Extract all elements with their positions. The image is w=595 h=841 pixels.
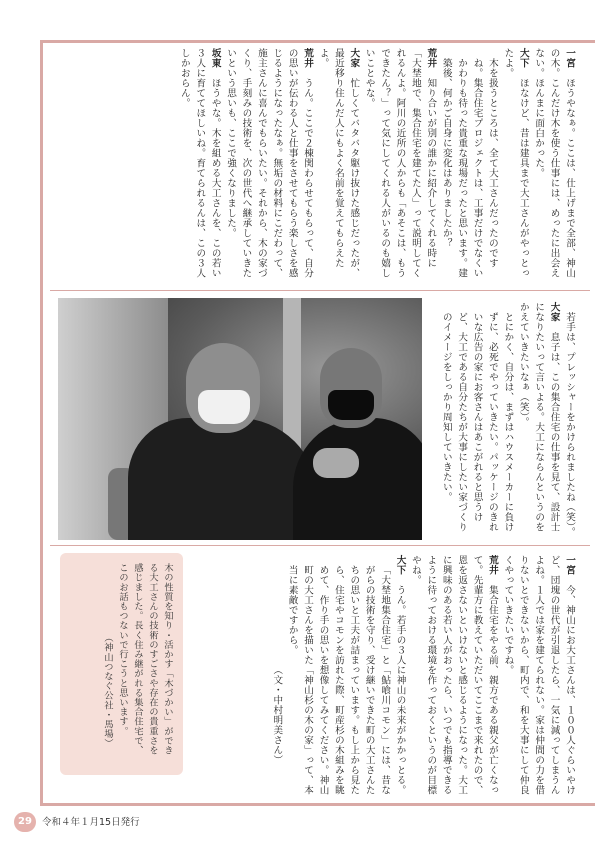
photo-person-right-body: [293, 418, 422, 540]
photo-gesturing-hand: [313, 448, 359, 478]
page-number-badge: 29: [14, 812, 36, 832]
middle-entry-1: [562, 302, 577, 538]
entry-text: 木を扱うところは、全て大工さんだったのですね。集合住宅プロジェクトは、工事だけでなくいかわりも待った貴重な現場だったと思います。建築後、何かご自身に変化はありましたか？: [440, 58, 498, 278]
middle-entry-2: [515, 302, 561, 538]
entry-text: 息子は、この集合住宅の仕事を見て、設計士になりたいって言いよる。大工にならんというのをかえていきたいなぁ（笑）。: [517, 302, 560, 532]
top-entry-7: [176, 48, 222, 284]
top-divider: [50, 290, 590, 291]
speaker-name: 大家: [548, 302, 560, 322]
comment-text: 木の性質を知り・活かす「木づかい」ができる大工さんの技術のすごさや存在の貴重さを感じました。長く住み継がれる集合住宅で、このお話もつないで行こうと思います。: [117, 563, 173, 755]
credit-text: （文・中村明美さん）: [271, 665, 283, 765]
speaker-name: 大下: [394, 555, 406, 575]
entry-text: ほなけど、昔は建具まで大工さんがやっとったよ。: [502, 48, 529, 278]
photo-white-mask: [198, 390, 250, 424]
top-entry-5: [315, 48, 361, 284]
bottom-entry-3: [392, 555, 407, 795]
middle-interview-column: [438, 302, 577, 538]
bottom-interview-column: [269, 555, 577, 795]
top-entry-2: [500, 48, 531, 284]
issue-date: 令和４年１月15日発行: [42, 817, 140, 828]
top-entry-6: [223, 48, 315, 284]
entry-text: 「大埜地集合住宅」と「鮎喰川コモン」には、昔ながらの技術を守り、受け継いできた町の大工さんたちの思いと工夫が詰まっています。もし上から見たら、住宅やコモンを訪れた際、町産杉の木組みを眺めて、作り手の思いを想像してみてください。神山町の大工さんを描いた「神山杉の木の家」って、本当に素敵ですから。: [286, 565, 391, 795]
top-entry-3: [438, 48, 500, 284]
comment-box: [60, 553, 183, 775]
speaker-name: 荒井: [302, 48, 314, 68]
entry-text: 若手は、プレッシャーをかけられましたね（笑）。: [564, 312, 575, 538]
photo-black-mask: [328, 390, 374, 420]
bottom-entry-2: [408, 555, 500, 795]
entry-text: とにかく、自分は、まずはハウスメーカーに負けずに、必死でやっていきたい。パッケージのきれいな広告の家にお客さんはあこがれると思うけど、大工である自分たちが大事にしたい家づくりのイメージをしっかり周知していきたい。: [440, 312, 514, 532]
bottom-entry-1: [500, 555, 577, 795]
middle-entry-3: [438, 302, 515, 538]
speaker-name: 大家: [348, 48, 360, 68]
speaker-name: 一宮: [564, 48, 575, 68]
speaker-name: 荒井: [425, 48, 437, 68]
bottom-entry-4: [284, 555, 392, 795]
entry-text: 知り合いが別の誰かに紹介してくれる時に「大埜地で、集合住宅を建てた人」って説明してくれるんよ。阿川の近所の人からも「あそこは、もうできたん？」って気にしてくれる人がいるのも嬉しいことやな。: [363, 48, 437, 278]
speaker-name: 坂東: [209, 48, 221, 68]
photo-person-left-body: [128, 418, 318, 540]
entry-text: うん。若手の３人に神山の未来がかかっとる。: [394, 585, 406, 795]
comment-box-text: [100, 563, 175, 763]
entry-text: 集合住宅をやる前、親方である親父が亡くなって。先輩方に教えていただいてここまで来れたので、恩を返さないといけないと感じるようになった。大工に興味のある若い人がおったら、いつでも指導できるように待っておける環境を作っておくというのが目標やね。: [409, 555, 498, 795]
entry-text: 忙しくてバタバタ駆け抜けた感じだったが、最近移り住んだ人にもよく名前を覚えてもらえたよ。: [317, 48, 360, 278]
speaker-name: 荒井: [486, 555, 498, 575]
article-credit: [269, 555, 284, 795]
top-interview-column: [176, 48, 577, 284]
comment-credit: （神山つなぐ公社・馬場）: [102, 633, 113, 749]
middle-divider: [50, 545, 590, 546]
speaker-name: 大下: [517, 48, 529, 68]
entry-text: うん。ここで２棟関わらせてもらって、自分の思いが伝わる人と仕事をさせてもらう楽しさを感じるようになったなぁ。無垢の材料にこだわって、施主さんに喜んでもらいたい。それから、木の家づくり、手刻みの技術を、次の世代へ継承していきたいという思いも、ここで強くなりました。: [225, 48, 314, 278]
entry-text: ほうやな。木を組める大工さんを、この若い３人に育ててほしいね。育てられるんは、この３人しかおらん。: [178, 48, 221, 278]
entry-text: 今、神山にお大工さんは、１００人ぐらいやけど、団塊の世代が引退したら、一気に減ってしまうんよね。１人では家を建てられない。家は仲間の力を借りないとできないから、町内で、和を大事にして仲良くやっていきたいですね。: [502, 555, 575, 795]
top-entry-1: [531, 48, 577, 284]
speaker-name: 一宮: [564, 555, 575, 575]
top-entry-4: [361, 48, 438, 284]
entry-text: ほうやなぁ。ここは、仕上げまで全部、神山の木。こんだけ木を使う仕事には、めったに出会えない。ほんまに面白かった。: [533, 48, 575, 278]
interview-photo: [58, 298, 422, 540]
